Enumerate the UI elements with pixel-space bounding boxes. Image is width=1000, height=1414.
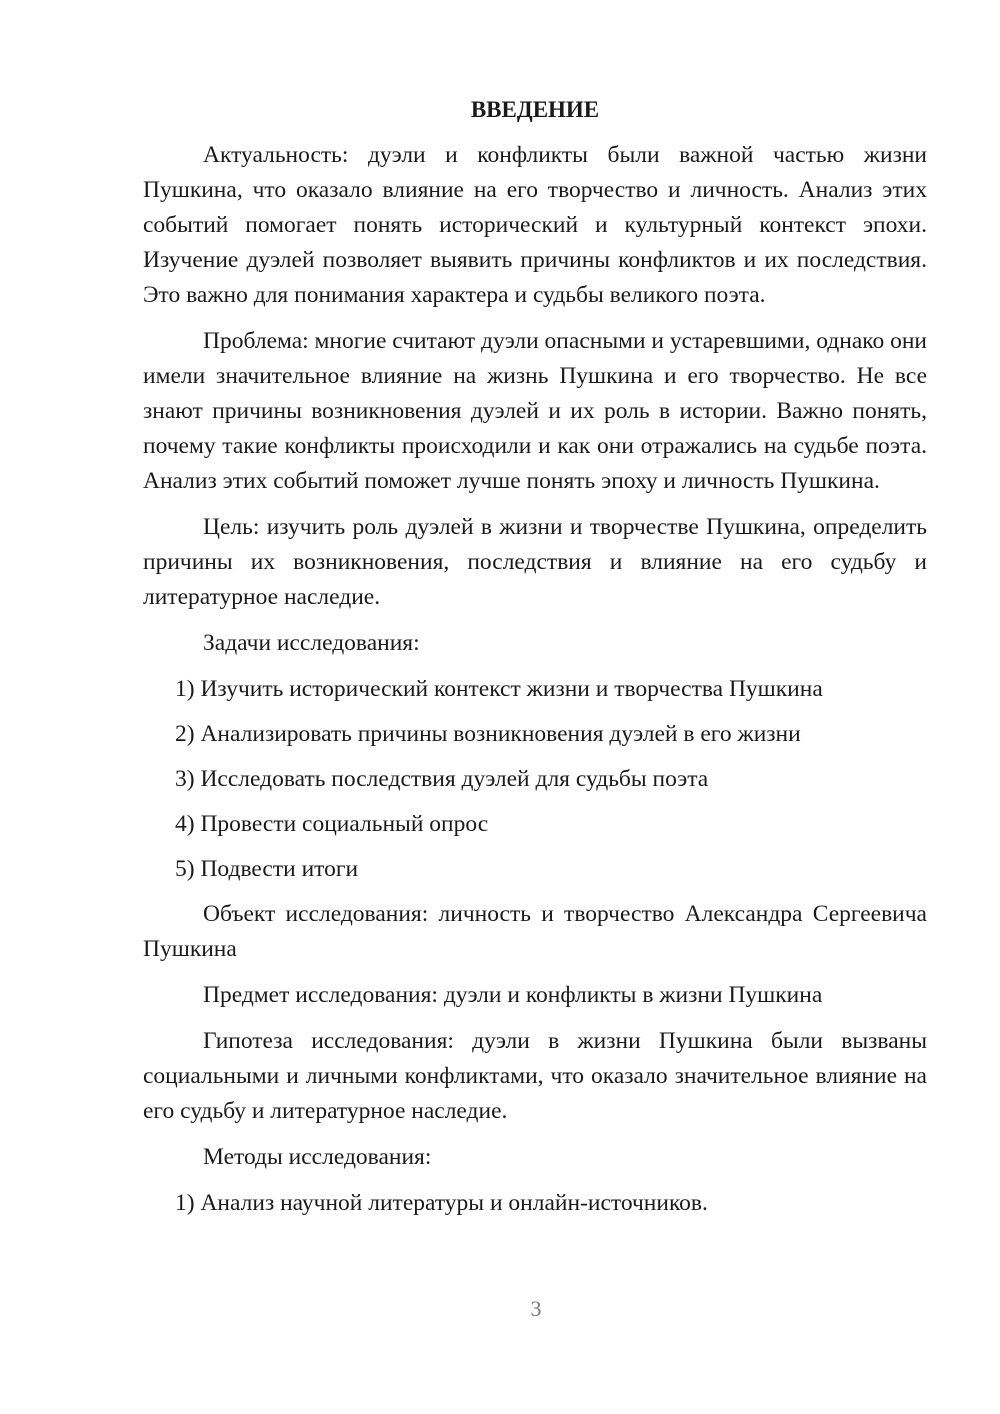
list-item: 1) Изучить исторический контекст жизни и творчества Пушкина [175, 676, 823, 702]
hypothesis-paragraph: Гипотеза исследования: дуэли в жизни Пушкина были вызваны социальными и личными конфликтами, что оказало значительное влияние на его судьбу и литературное наследие. [143, 1028, 927, 1124]
list-item: 3) Исследовать последствия дуэлей для судьбы поэта [175, 766, 709, 792]
subject-paragraph: Предмет исследования: дуэли и конфликты в жизни Пушкина [203, 982, 823, 1008]
tasks-heading: Задачи исследования: [203, 630, 420, 656]
list-item: 5) Подвести итоги [175, 856, 359, 882]
page-number: 3 [530, 1296, 542, 1321]
list-item: 1) Анализ научной литературы и онлайн-источников. [175, 1190, 708, 1216]
list-item: 4) Провести социальный опрос [175, 811, 489, 837]
list-item: 2) Анализировать причины возникновения дуэлей в его жизни [175, 721, 801, 747]
relevance-paragraph: Актуальность: дуэли и конфликты были важной частью жизни Пушкина, что оказало влияние на его творчество и личность. Анализ этих событий помогает понять исторический и культурный контекст эпохи. Изучение дуэлей позволяет выявить причины конфликтов и их последствия. Это важно для понимания характера и судьбы великого поэта. [143, 142, 927, 308]
problem-paragraph: Проблема: многие считают дуэли опасными и устаревшими, однако они имели значительное влияние на жизнь Пушкина и его творчество. Не все знают причины возникновения дуэлей и их роль в истории. Важно понять, почему такие конфликты происходили и как они отражались на судьбе поэта. Анализ этих событий поможет лучше понять эпоху и личность Пушкина. [143, 328, 927, 494]
methods-list [143, 1186, 927, 1221]
tasks-list [143, 672, 927, 887]
object-paragraph: Объект исследования: личность и творчество Александра Сергеевича Пушкина [143, 901, 927, 962]
section-title: ВВЕДЕНИЕ [470, 97, 600, 122]
goal-paragraph: Цель: изучить роль дуэлей в жизни и творчестве Пушкина, определить причины их возникновения, последствия и влияние на его судьбу и литературное наследие. [143, 514, 927, 610]
page-content [143, 95, 927, 1231]
methods-heading: Методы исследования: [203, 1144, 432, 1170]
